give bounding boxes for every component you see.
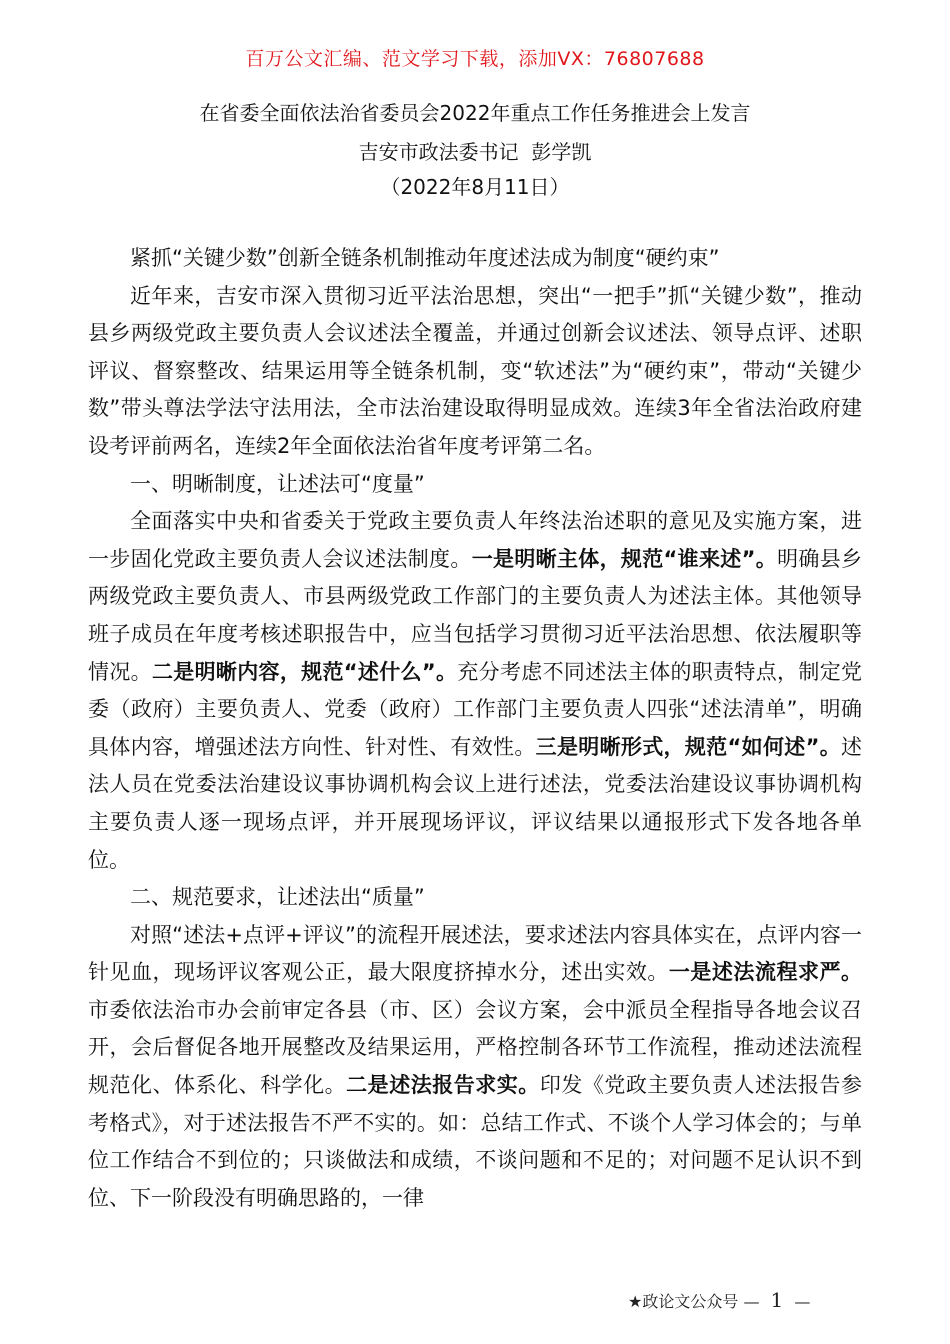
text-run: 明确县乡两级党政主要负责人、市县两级党政工作部门的主要负责人为述法主体。其他领导班子成员在年度考核述职报告中，应当包括学习贯彻习近平法治思想、依法履职等情况。 [88, 546, 863, 684]
text-run: 述法人员在党委法治建设议事协调机构会议上进行述法，党委法治建设议事协调机构主要负责人逐一现场点评，并开展现场评议，评议结果以通报形式下发各地各单位。 [88, 734, 863, 872]
paragraph-subtitle: 紧抓“关键少数”创新全链条机制推动年度述法成为制度“硬约束” [130, 246, 720, 270]
bold-point: 一是明晰主体，规范“谁来述”。 [471, 546, 778, 571]
page-number: 1 [770, 1288, 784, 1312]
promo-banner: 百万公文汇编、范文学习下载，添加VX：76807688 [245, 48, 705, 70]
speech-date: （2022年8月11日） [380, 175, 570, 199]
bold-point: 二是明晰内容，规范“述什么”。 [151, 659, 458, 684]
bold-point: 一是述法流程求严。 [668, 960, 863, 985]
text-run: 对照“述法+点评+评议”的流程开展述法，要求述法内容具体实在，点评内容一针见血，现场评议客观公正，最大限度挤掉水分，述出实效。 [88, 922, 862, 985]
paragraph-section-1 [88, 503, 862, 879]
text-run: 市委依法治市办会前审定各县（市、区）会议方案，会中派员全程指导各地会议召开，会后督促各地开展整改及结果运用，严格控制各环节工作流程，推动述法流程规范化、体系化、科学化。 [88, 997, 862, 1098]
document-body [88, 240, 862, 1217]
text-run: 印发《党政主要负责人述法报告参考格式》，对于述法报告不严不实的。如：总结工作式、不谈个人学习体会的；与单位工作结合不到位的；只谈做法和成绩，不谈问题和不足的；对问题不足认识不到位、下一阶段没有明确思路的，一律 [88, 1073, 863, 1210]
footer-source: ★政论文公众号 [628, 1292, 739, 1311]
speech-title: 在省委全面依法治省委员会2022年重点工作任务推进会上发言 [199, 101, 751, 125]
section-heading-2: 二、规范要求，让述法出“质量” [130, 885, 425, 910]
footer-dash-right: — [794, 1292, 811, 1311]
footer-dash-left: — [743, 1292, 760, 1311]
bold-point: 二是述法报告求实。 [346, 1073, 540, 1098]
text-run: 充分考虑不同述法主体的职责特点，制定党委（政府）主要负责人、党委（政府）工作部门主要负责人四张“述法清单”，明确具体内容，增强述法方向性、针对性、有效性。 [88, 659, 863, 759]
text-run: 全面落实中央和省委关于党政主要负责人年终法治述职的意见及实施方案，进一步固化党政主要负责人会议述法制度。 [88, 509, 862, 571]
section-heading-1: 一、明晰制度，让述法可“度量” [130, 471, 425, 496]
paragraph-intro: 近年来，吉安市深入贯彻习近平法治思想，突出“一把手”抓“关键少数”，推动县乡两级党政主要负责人会议述法全覆盖，并通过创新会议述法、领导点评、述职评议、督察整改、结果运用等全链条机制，变“软述法”为“硬约束”，带动“关键少数”带头尊法学法守法用法，全市法治建设取得明显成效。连续3年全省法治政府建设考评前两名，连续2年全面依法治省年度考评第二名。 [88, 283, 862, 458]
page-footer [628, 1288, 810, 1312]
speaker-line: 吉安市政法委书记 彭学凯 [358, 140, 592, 164]
paragraph-section-2 [88, 917, 862, 1218]
bold-point: 三是明晰形式，规范“如何述”。 [535, 734, 842, 759]
